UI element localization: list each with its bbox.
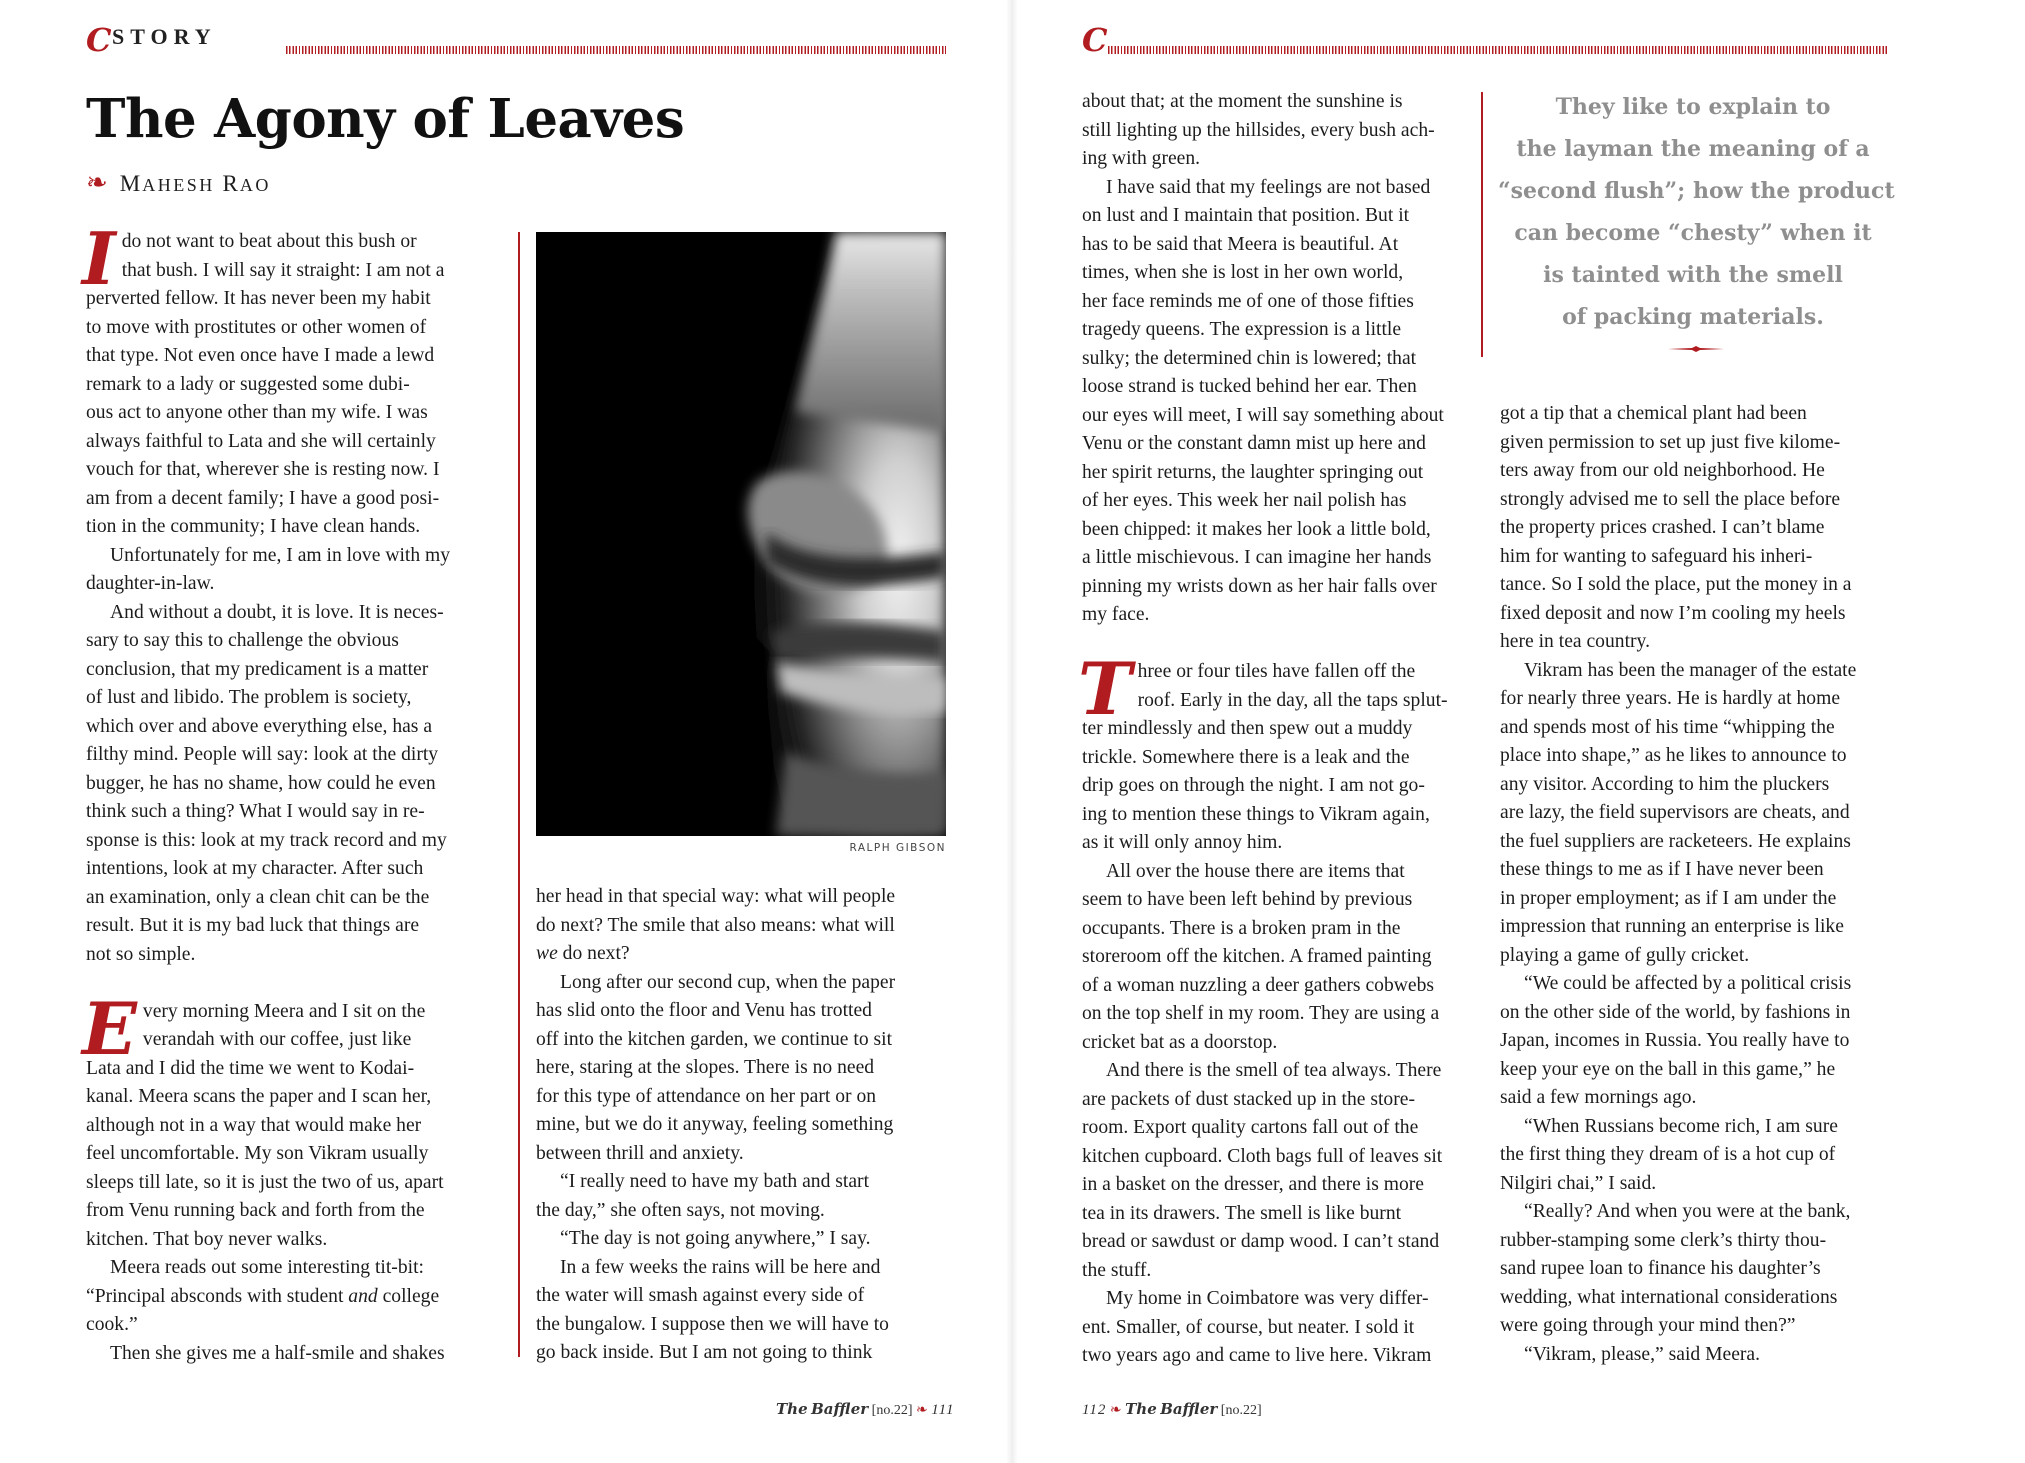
text-line: think such a thing? What I would say in re- (86, 801, 425, 822)
text-line: vouch for that, wherever she is resting now. I (86, 459, 440, 480)
text-line: my face. (1082, 604, 1150, 625)
text-line: conclusion, that my predicament is a matter (86, 658, 429, 680)
text-line: intentions, look at my character. After such (86, 858, 424, 879)
left-header (86, 20, 946, 60)
text-line: two years ago and came to live here. Vikram (1082, 1345, 1432, 1366)
text-line: ter mindlessly and then spew out a muddy (1082, 718, 1413, 739)
text-line: the fuel suppliers are racketeers. He explains (1500, 830, 1851, 852)
text-line: feel uncomfortable. My son Vikram usually (86, 1143, 429, 1164)
text-line: tea in its drawers. The smell is like burnt (1082, 1202, 1402, 1224)
text-line: given permission to set up just five kilome- (1500, 431, 1841, 453)
column-rule (518, 232, 520, 1357)
text-line: All over the house there are items that (1106, 860, 1405, 882)
text-line: sponse is this: look at my track record and my (86, 829, 447, 851)
text-line: keep your eye on the ball in this game,” he (1500, 1058, 1836, 1080)
text-line: ing with green. (1082, 148, 1201, 169)
text-line: “second flush”; how the product (1498, 178, 1895, 204)
text-line: And there is the smell of tea always. There (1106, 1060, 1442, 1081)
text-line: “Really? And when you were at the bank, (1524, 1201, 1851, 1222)
paragraph (1078, 646, 1492, 858)
paragraph (536, 969, 956, 1169)
right-header (1082, 20, 1888, 60)
pull-quote (1498, 86, 1895, 338)
text-line: drip goes on through the night. I am not go- (1082, 775, 1425, 796)
paragraph (1500, 657, 1910, 971)
section-mark: C (86, 21, 112, 59)
paragraph (536, 1225, 956, 1254)
column-3 (1078, 88, 1492, 1371)
text-line: a little mischievous. I can imagine her hands (1082, 547, 1432, 568)
text-line: tance. So I sold the place, put the money in a (1500, 574, 1852, 595)
text-line: fixed deposit and now I’m cooling my heels (1500, 602, 1846, 624)
text-line: bugger, he has no shame, how could he even (86, 772, 436, 794)
text-line: sleeps till late, so it is just the two of us, apart (86, 1171, 444, 1193)
fleuron-icon: ❧ (916, 1403, 928, 1418)
text-line: for this type of attendance on her part or on (536, 1085, 877, 1107)
text-line: bread or sawdust or damp wood. I can’t stand (1082, 1231, 1440, 1252)
text-line: am from a decent family; I have a good posi- (86, 487, 440, 509)
paragraph (1500, 970, 1910, 1113)
text-line: place into shape,” as he likes to announce to (1500, 745, 1847, 766)
paragraph (1500, 400, 1910, 657)
para-lines (1082, 658, 1492, 858)
text-line: result. But it is my bad luck that things are (86, 915, 420, 936)
text-line: trickle. Somewhere there is a leak and the (1082, 746, 1410, 768)
drop-cap: I (82, 216, 116, 301)
text-line: said a few mornings ago. (1500, 1087, 1697, 1108)
text-line: of packing materials. (1562, 304, 1824, 330)
text-line: about that; at the moment the sunshine is (1082, 91, 1403, 112)
column-4 (1500, 400, 1910, 1369)
text-line: as it will only annoy him. (1082, 832, 1283, 853)
text-line: daughter-in-law. (86, 573, 215, 594)
text-line: tion in the community; I have clean hands. (86, 516, 421, 537)
text-line: ent. Smaller, of course, but neater. I sold it (1082, 1316, 1415, 1338)
text-line: which over and above everything else, has a (86, 715, 433, 737)
photo-credit: RALPH GIBSON (849, 842, 946, 854)
paragraph (1082, 858, 1492, 1058)
text-line: pinning my wrists down as her hair falls over (1082, 575, 1437, 597)
paragraph (86, 599, 506, 970)
text-line: My home in Coimbatore was very differ- (1106, 1288, 1429, 1309)
text-line: do not want to beat about this bush or (121, 231, 417, 252)
text-line: “Vikram, please,” said Meera. (1524, 1343, 1761, 1365)
text-line: on lust and I maintain that position. But it (1082, 205, 1410, 226)
text-line: times, when she is lost in her own world, (1082, 262, 1404, 283)
text-line: kitchen cupboard. Cloth bags full of leaves sit (1082, 1145, 1443, 1167)
text-line: the water will smash against every side of (536, 1285, 865, 1306)
drop-cap: E (82, 985, 137, 1071)
text-line: room. Export quality cartons fall out of the (1082, 1117, 1419, 1138)
text-line: seem to have been left behind by previous (1082, 889, 1413, 910)
text-line: sand rupee loan to finance his daughter’s (1500, 1258, 1821, 1279)
text-line: Japan, incomes in Russia. You really have to (1500, 1030, 1850, 1051)
text-line: still lighting up the hillsides, every bush ach- (1082, 119, 1435, 141)
paragraph (1082, 1057, 1492, 1285)
text-line: off into the kitchen garden, we continue to sit (536, 1028, 893, 1050)
column-1 (82, 216, 506, 1368)
text-line: the property prices crashed. I can’t blame (1500, 517, 1825, 538)
fleuron-icon: ❧ (86, 168, 110, 197)
text-line: loose strand is tucked behind her ear. Then (1082, 376, 1417, 397)
text-line: these things to me as if I have never been (1500, 859, 1824, 880)
text-line: occupants. There is a broken pram in the (1082, 917, 1401, 939)
text-line: In a few weeks the rains will be here and (560, 1256, 881, 1278)
header-rule (1108, 46, 1888, 54)
text-line: Lata and I did the time we went to Kodai- (86, 1057, 415, 1079)
section-label: STORY (112, 24, 217, 49)
text-line: has to be said that Meera is beautiful. At (1082, 233, 1399, 255)
text-line: Long after our second cup, when the paper (560, 971, 896, 993)
text-line: were going through your mind then?” (1500, 1315, 1796, 1336)
text-line: “I really need to have my bath and start (560, 1171, 870, 1192)
text-line: storeroom off the kitchen. A framed painting (1082, 946, 1432, 967)
ornament-divider-icon (1668, 346, 1724, 352)
text-line: go back inside. But I am not going to think (536, 1342, 873, 1363)
column-2 (536, 883, 956, 1368)
text-line: wedding, what international considerations (1500, 1286, 1838, 1308)
drop-cap: T (1078, 646, 1132, 731)
text-line: kitchen. That boy never walks. (86, 1228, 328, 1250)
text-line: “When Russians become rich, I am sure (1524, 1115, 1838, 1137)
text-line: we do next? (536, 943, 630, 964)
text-line: “We could be affected by a political crisis (1524, 973, 1852, 994)
fleuron-icon: ❧ (1109, 1403, 1122, 1418)
text-line: Then she gives me a half-smile and shakes (110, 1342, 445, 1364)
text-line: has slid onto the floor and Venu has trotted (536, 1000, 872, 1021)
text-line: rubber-stamping some clerk’s thirty thou- (1500, 1229, 1827, 1251)
text-line: of lust and libido. The problem is society, (86, 687, 412, 708)
text-line: our eyes will meet, I will say something about (1082, 404, 1444, 426)
header-rule (286, 46, 946, 54)
text-line: remark to a lady or suggested some dubi- (86, 373, 410, 395)
text-line: cook.” (86, 1314, 138, 1335)
text-line: here in tea country. (1500, 631, 1650, 652)
text-line: from Venu running back and forth from the (86, 1200, 425, 1221)
text-line: the stuff. (1082, 1259, 1152, 1281)
text-line: Vikram has been the manager of the estate (1524, 659, 1857, 681)
paragraph (536, 1168, 956, 1225)
text-line: cricket bat as a doorstop. (1082, 1031, 1278, 1053)
para-lines (86, 228, 506, 542)
text-line: any visitor. According to him the pluckers (1500, 773, 1830, 795)
text-line: in proper employment; as if I am under the (1500, 887, 1837, 909)
story-title: The Agony of Leaves (86, 88, 685, 150)
text-line: “Principal absconds with student and college (86, 1285, 440, 1307)
text-line: do next? The smile that also means: what will (536, 914, 895, 936)
text-line: on the other side of the world, by fashions in (1500, 1001, 1851, 1023)
text-line: hree or four tiles have fallen off the (1137, 661, 1416, 682)
text-line: sary to say this to challenge the obvious (86, 630, 399, 651)
paragraph (82, 985, 506, 1255)
paragraph (86, 542, 506, 599)
text-line: is tainted with the smell (1543, 262, 1843, 288)
author-byline: ❧ MAHESH RAO (86, 168, 271, 197)
face-photo (536, 232, 946, 836)
column-rule (1481, 92, 1483, 357)
text-line: “The day is not going anywhere,” I say. (560, 1228, 871, 1249)
folio-left: The Baffler [no.22] ❧ 111 (776, 1400, 955, 1418)
paragraph (1082, 1285, 1492, 1371)
text-line: Nilgiri chai,” I said. (1500, 1172, 1657, 1194)
text-line: sulky; the determined chin is lowered; that (1082, 347, 1417, 369)
text-line: not so simple. (86, 943, 196, 965)
text-line: her head in that special way: what will people (536, 886, 896, 907)
text-line: an examination, only a clean chit can be the (86, 886, 430, 908)
text-line: ing to mention these things to Vikram again, (1082, 803, 1430, 825)
text-line: her face reminds me of one of those fifties (1082, 290, 1414, 312)
text-line: verandah with our coffee, just like (142, 1029, 412, 1050)
text-line: playing a game of gully cricket. (1500, 944, 1750, 966)
text-line: to move with prostitutes or other women of (86, 316, 427, 338)
text-line: kanal. Meera scans the paper and I scan her, (86, 1086, 432, 1107)
section-mark: C (1082, 21, 1108, 59)
text-line: Unfortunately for me, I am in love with my (110, 544, 451, 566)
text-line: can become “chesty” when it (1514, 220, 1872, 246)
para-lines (86, 998, 506, 1255)
paragraph (1500, 1113, 1910, 1199)
paragraph (1082, 88, 1492, 174)
text-line: filthy mind. People will say: look at the dirty (86, 744, 439, 765)
text-line: ters away from our old neighborhood. He (1500, 460, 1825, 481)
paragraph (1500, 1198, 1910, 1341)
text-line: got a tip that a chemical plant had been (1500, 403, 1807, 424)
text-line: the day,” she often says, not moving. (536, 1199, 825, 1221)
text-line: impression that running an enterprise is like (1500, 916, 1844, 937)
text-line: the first thing they dream of is a hot cup of (1500, 1144, 1836, 1165)
text-line: of a woman nuzzling a deer gathers cobwebs (1082, 974, 1435, 996)
text-line: strongly advised me to sell the place before (1500, 488, 1841, 510)
text-line: tragedy queens. The expression is a little (1082, 319, 1402, 340)
text-line: here, staring at the slopes. There is no need (536, 1057, 875, 1078)
text-line: ous act to anyone other than my wife. I was (86, 402, 428, 423)
text-line: of her eyes. This week her nail polish has (1082, 490, 1407, 511)
text-line: that type. Not even once have I made a lewd (86, 345, 435, 366)
text-line: are packets of dust stacked up in the store- (1082, 1088, 1415, 1110)
text-line: They like to explain to (1555, 94, 1831, 120)
text-line: and spends most of his time “whipping the (1500, 716, 1835, 738)
folio-right: 112 ❧ The Baffler [no.22] (1082, 1400, 1262, 1418)
text-line: And without a doubt, it is love. It is neces- (110, 601, 444, 623)
text-line: perverted fellow. It has never been my habit (86, 288, 431, 309)
page-gutter (1006, 0, 1018, 1463)
text-line: her spirit returns, the laughter springing out (1082, 461, 1424, 483)
text-line: on the top shelf in my room. They are using a (1082, 1003, 1440, 1024)
text-line: that bush. I will say it straight: I am not a (121, 259, 445, 281)
paragraph (536, 1254, 956, 1368)
text-line: Meera reads out some interesting tit-bit: (110, 1257, 424, 1278)
text-line: are lazy, the field supervisors are cheats, and (1500, 802, 1850, 823)
text-line: I have said that my feelings are not based (1106, 176, 1431, 198)
text-line: very morning Meera and I sit on the (142, 1000, 426, 1022)
text-line: for nearly three years. He is hardly at home (1500, 688, 1841, 709)
paragraph (1082, 174, 1492, 630)
text-line: roof. Early in the day, all the taps splut- (1137, 689, 1448, 711)
text-line: the bungalow. I suppose then we will have to (536, 1313, 889, 1335)
text-line: although not in a way that would make her (86, 1114, 422, 1136)
text-line: always faithful to Lata and she will certainly (86, 430, 436, 452)
text-line: the layman the meaning of a (1516, 136, 1870, 162)
text-line: mine, but we do it anyway, feeling something (536, 1114, 894, 1135)
text-line: between thrill and anxiety. (536, 1142, 744, 1164)
photo-face (536, 232, 946, 836)
paragraph (82, 216, 506, 542)
paragraph (1500, 1341, 1910, 1370)
text-line: in a basket on the dresser, and there is more (1082, 1174, 1424, 1195)
text-line: Venu or the constant damn mist up here and (1082, 433, 1426, 454)
text-line: been chipped: it makes her look a little bold, (1082, 518, 1431, 540)
text-line: him for wanting to safeguard his inheri- (1500, 545, 1813, 567)
